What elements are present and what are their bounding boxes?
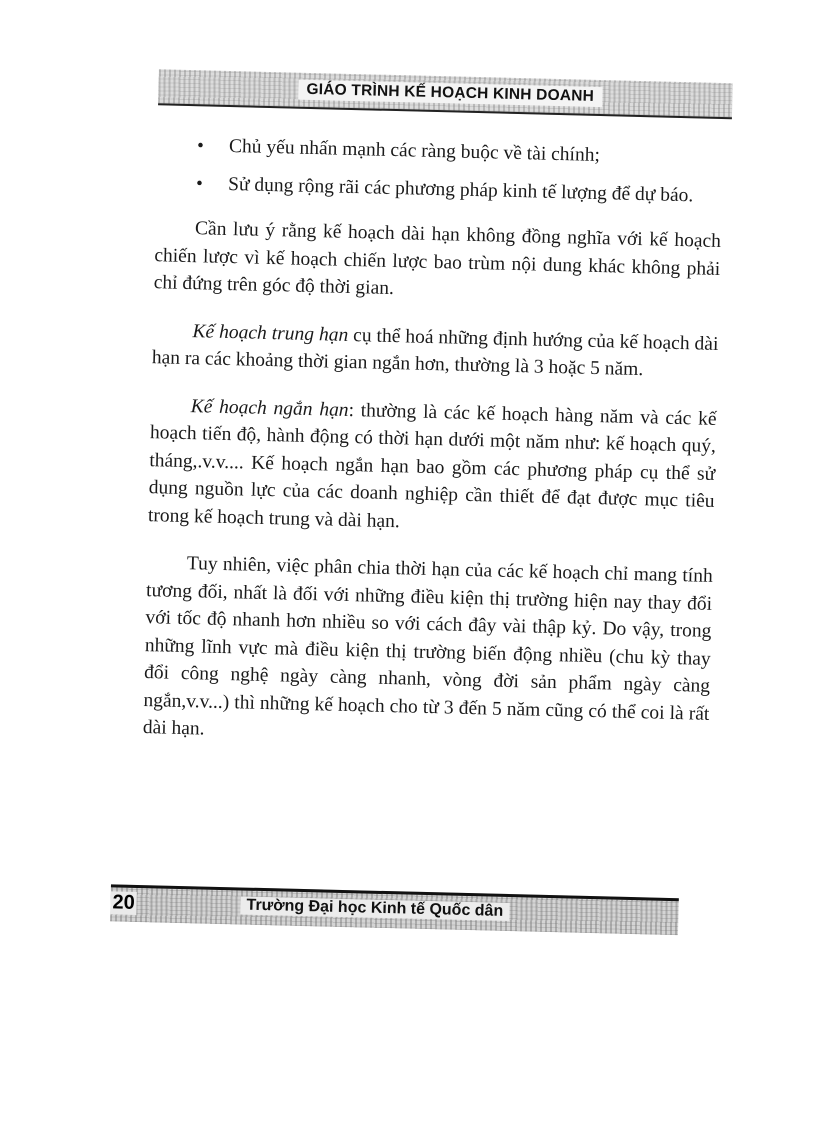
bullet-item (197, 132, 724, 172)
paragraph (153, 214, 721, 310)
page-number: 20 (110, 891, 137, 915)
bullet-icon: • (195, 172, 204, 194)
bullet-text: Chủ yếu nhấn mạnh các ràng buộc về tài chính; (228, 135, 601, 167)
header-title: GIÁO TRÌNH KẾ HOẠCH KINH DOANH (298, 80, 602, 107)
paragraph (152, 317, 719, 386)
paragraph-text: cụ thể hoá những định hướng của kế hoạch dài hạn ra các khoảng thời gian ngắn hơn, thường là 3 hoặc 5 năm. (151, 324, 719, 381)
footer-title: Trường Đại học Kinh tế Quốc dân (240, 896, 509, 921)
paragraph-text: : thường là các kế hoạch hàng năm và các kế hoạch tiến độ, hành động có thời hạn dưới một năm như: kế hoạch quý, tháng,.v.v.... Kế hoạch ngắn hạn bao gồm các phương pháp cụ thể sử dụng nguồn lực của các doanh nghiệp cần thiết để đạt được mục tiêu trong kế hoạch trung và dài hạn. (147, 399, 717, 532)
bullet-item (196, 170, 723, 210)
page-content (142, 131, 723, 775)
page-footer (110, 884, 679, 935)
paragraph-text: Cần lưu ý rằng kế hoạch dài hạn không đồng nghĩa với kế hoạch chiến lược vì kế hoạch chiến lược bao trùm nội dung khác không phải chỉ đứng trên góc độ thời gian. (153, 218, 722, 300)
paragraph-lead: Kế hoạch ngắn hạn (190, 395, 349, 421)
paragraph (148, 392, 717, 543)
bullet-text: Sử dụng rộng rãi các phương pháp kinh tế lượng để dự báo. (227, 173, 694, 206)
paragraph (143, 549, 714, 755)
paragraph-text: Tuy nhiên, việc phân chia thời hạn của các kế hoạch chỉ mang tính tương đối, nhất là đối với những điều kiện thị trường hiện nay thay đổi với tốc độ nhanh hơn nhiều so với cách đây vài thập kỷ. Do vậy, trong những lĩnh vực mà điều kiện thị trường biến động nhiều (chu kỳ thay đổi công nghệ ngày càng nhanh, vòng đời sản phẩm ngày càng ngắn,v.v...) thì những kế hoạch cho từ 3 đến 5 năm cũng có thể coi là rất dài hạn. (142, 553, 713, 740)
paragraph-lead: Kế hoạch trung hạn (192, 320, 349, 346)
bullet-icon: • (196, 135, 204, 157)
page-header (158, 69, 733, 119)
